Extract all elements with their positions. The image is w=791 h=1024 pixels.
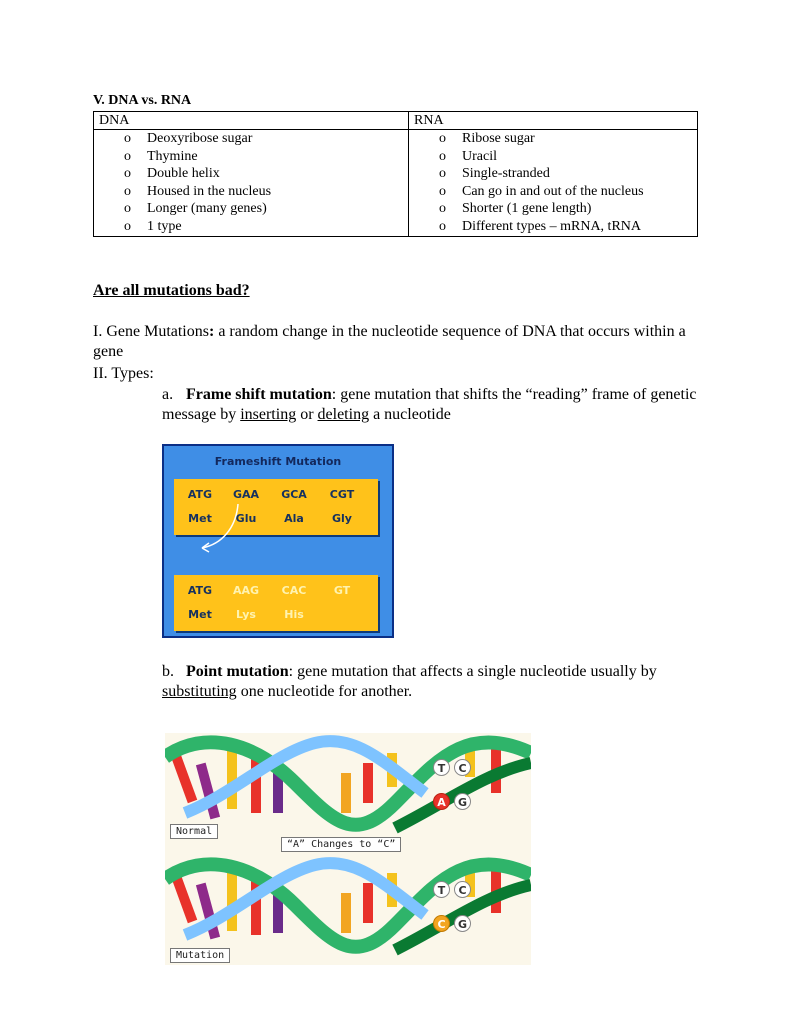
frameshift-text-end: a nucleotide <box>369 406 451 423</box>
section-title: V. DNA vs. RNA <box>93 93 192 108</box>
header-dna: DNA <box>94 112 409 130</box>
list-item: o Can go in and out of the nucleus <box>414 183 697 201</box>
frameshift-text: : gene mutation that shifts the “reading” frame of genetic message by <box>162 386 697 423</box>
gene-mutation-text: a random change in the nucleotide sequence of DNA that occurs within a gene <box>93 323 686 360</box>
list-item: o Longer (many genes) <box>99 200 408 218</box>
point-mutation-term: Point mutation <box>186 663 289 680</box>
codon: CAC <box>281 584 307 597</box>
codon: GAA <box>232 488 260 501</box>
nucleotide-badge: C <box>454 759 471 776</box>
amino-acid: Ala <box>284 512 304 525</box>
list-item: o Deoxyribose sugar <box>99 130 408 148</box>
nucleotide-badge: C <box>433 915 450 932</box>
list-item: o Double helix <box>99 165 408 183</box>
frameshift-item <box>162 385 712 425</box>
table-header-row <box>94 112 698 130</box>
dna-rna-table <box>93 111 698 237</box>
rna-cell <box>409 130 698 237</box>
nucleotide-badge: C <box>454 881 471 898</box>
shift-arrow-icon <box>194 498 254 558</box>
point-mutation-figure <box>165 733 531 965</box>
frameshift-figure <box>162 444 394 638</box>
list-item: o Thymine <box>99 148 408 166</box>
word-substituting: substituting <box>162 683 237 700</box>
nucleotide-badge: G <box>454 915 471 932</box>
word-deleting: deleting <box>317 406 370 423</box>
amino-acid: Lys <box>236 608 256 621</box>
codon: ATG <box>187 584 213 597</box>
point-mutation-text: : gene mutation that affects a single nucleotide usually by <box>288 663 657 680</box>
gene-mutation-colon: : <box>208 323 215 340</box>
table-body-row <box>94 130 698 237</box>
change-label: “A” Changes to “C” <box>281 837 401 852</box>
rna-list <box>414 130 697 236</box>
amino-acid: Gly <box>332 512 352 525</box>
point-mutation-item <box>162 662 712 702</box>
amino-row <box>174 603 378 625</box>
list-item: o Shorter (1 gene length) <box>414 200 697 218</box>
normal-helix <box>165 741 531 828</box>
nucleotide-badge: T <box>433 759 450 776</box>
question-heading: Are all mutations bad? <box>93 282 250 299</box>
codon: AAG <box>232 584 260 597</box>
mutation-label: Mutation <box>170 948 230 963</box>
normal-label: Normal <box>170 824 218 839</box>
amino-acid: Glu <box>235 512 257 525</box>
amino-acid: His <box>284 608 304 621</box>
word-inserting: inserting <box>240 406 297 423</box>
list-item: o Single-stranded <box>414 165 697 183</box>
point-mutation-text-end: one nucleotide for another. <box>236 683 413 700</box>
codon: ATG <box>187 488 213 501</box>
codon: CGT <box>329 488 355 501</box>
header-rna: RNA <box>409 112 698 130</box>
codon: GCA <box>281 488 307 501</box>
list-item: o Ribose sugar <box>414 130 697 148</box>
amino-acid: Met <box>188 608 212 621</box>
list-item: o Uracil <box>414 148 697 166</box>
list-item: o 1 type <box>99 218 408 236</box>
codon-row <box>174 579 378 601</box>
types-label: II. Types: <box>93 365 154 382</box>
list-item: o Housed in the nucleus <box>99 183 408 201</box>
nucleotide-badge: A <box>433 793 450 810</box>
frameshift-term: Frame shift mutation <box>186 386 332 403</box>
dna-list <box>99 130 408 236</box>
word-or: or <box>296 406 318 423</box>
codon: GT <box>333 584 351 597</box>
point-mutation-line <box>162 662 712 702</box>
mutation-helix <box>165 861 531 950</box>
dna-cell <box>94 130 409 237</box>
nucleotide-badge: G <box>454 793 471 810</box>
shifted-codon-box <box>174 575 378 631</box>
nucleotide-badge: T <box>433 881 450 898</box>
list-item: o Different types – mRNA, tRNA <box>414 218 697 236</box>
frameshift-line <box>162 385 712 425</box>
amino-acid: Met <box>188 512 212 525</box>
item-letter-a: a. <box>162 386 174 403</box>
frameshift-figure-title: Frameshift Mutation <box>214 455 342 468</box>
item-letter-b: b. <box>162 663 174 680</box>
gene-mutation-definition <box>93 322 713 362</box>
gene-mutation-term: I. Gene Mutations <box>93 323 209 340</box>
